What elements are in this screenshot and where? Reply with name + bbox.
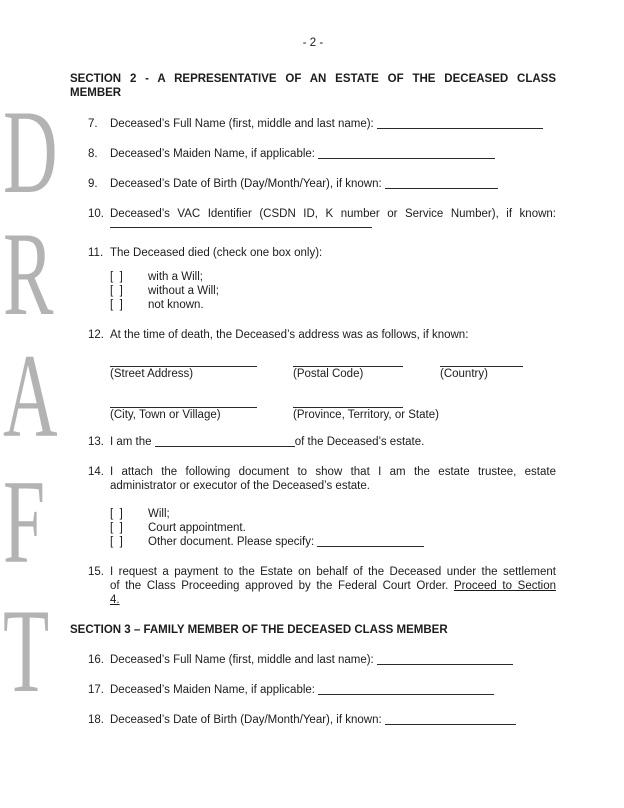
section3-heading: SECTION 3 – FAMILY MEMBER OF THE DECEASED CLASS MEMBER: [70, 624, 448, 636]
street-caption: (Street Address): [110, 368, 194, 380]
item-12-label: At the time of death, the Deceased’s address was as follows, if known:: [110, 329, 469, 341]
item-13-suffix: of the Deceased’s estate.: [294, 436, 425, 448]
item-9-body: [110, 177, 556, 191]
item-15-line2: [110, 579, 556, 593]
address-row-2: [110, 397, 556, 422]
form-item-11: [70, 246, 556, 312]
address-block: [110, 356, 556, 422]
section2-heading-line2: MEMBER: [70, 87, 122, 99]
item-10-number: 10.: [88, 208, 104, 220]
address-country-field: [440, 356, 523, 381]
page-number: - 2 -: [302, 37, 324, 49]
item-11-number: 11.: [88, 247, 104, 259]
street-blank-line: [110, 356, 257, 367]
item-11-options: [110, 270, 556, 312]
option-other-document: [110, 535, 556, 549]
item-16-number: 16.: [88, 654, 104, 666]
item-16-body: [110, 653, 556, 667]
checkbox-icon: [ ]: [110, 536, 123, 548]
form-item-13: [70, 435, 556, 449]
item-14-number: 14.: [88, 466, 104, 478]
item-13-number: 13.: [88, 436, 104, 448]
item-15-body: [110, 565, 556, 607]
option-court-appointment: [110, 521, 556, 535]
item-14-line1: I attach the following document to show that I am the estate trustee, estate: [110, 466, 556, 478]
option-will: [110, 507, 556, 521]
item-12-number: 12.: [88, 329, 104, 341]
form-item-7: [70, 117, 556, 131]
item-8-blank-line: [318, 147, 495, 159]
form-item-16: [70, 653, 556, 667]
item-18-label: Deceased’s Date of Birth (Day/Month/Year), if known:: [110, 714, 385, 726]
item-8-label: Deceased’s Maiden Name, if applicable:: [110, 148, 319, 160]
item-18-blank-line: [385, 713, 516, 725]
item-17-label: Deceased’s Maiden Name, if applicable:: [110, 684, 319, 696]
watermark-letter-f: F: [3, 455, 46, 588]
item-17-blank-line: [318, 683, 494, 695]
item-17-body: [110, 683, 556, 697]
option-label: not known.: [148, 299, 204, 311]
address-street-field: [110, 356, 293, 381]
section-4-underlined: 4.: [110, 594, 120, 606]
item-9-label: Deceased’s Date of Birth (Day/Month/Year), if known:: [110, 178, 385, 190]
address-postal-field: [293, 356, 440, 381]
item-13-blank-line: [155, 435, 295, 447]
form-item-17: [70, 683, 556, 697]
option-label: [148, 535, 424, 549]
form-item-15: [70, 565, 556, 607]
country-caption: (Country): [440, 368, 488, 380]
checkbox-icon: [ ]: [110, 299, 123, 311]
item-11-body: [110, 246, 556, 312]
item-15-number: 15.: [88, 566, 104, 578]
checkbox-icon: [ ]: [110, 508, 123, 520]
section2-heading: [70, 72, 556, 100]
option-without-a-will: [110, 284, 556, 298]
item-11-label: The Deceased died (check one box only):: [110, 247, 323, 259]
option-other-label: Other document. Please specify:: [148, 536, 318, 548]
address-province-field: [293, 397, 439, 422]
form-item-10: [70, 207, 556, 228]
item-10-body: [110, 207, 556, 228]
page-content: [70, 36, 556, 727]
watermark-letter-d: D: [3, 85, 58, 218]
item-14-options: [110, 507, 556, 549]
province-blank-line: [293, 397, 403, 408]
item-14-line2: administrator or executor of the Deceased’s estate.: [110, 480, 370, 492]
watermark-letter-r: R: [3, 207, 54, 340]
item-12-body: [110, 328, 556, 422]
city-caption: (City, Town or Village): [110, 409, 221, 421]
item-10-label: Deceased’s VAC Identifier (CSDN ID, K number or Service Number), if known:: [110, 208, 556, 220]
item-18-body: [110, 713, 556, 727]
checkbox-icon: [ ]: [110, 522, 123, 534]
address-row-1: [110, 356, 556, 381]
option-label: without a Will;: [148, 285, 219, 297]
item-13-body: [110, 435, 556, 449]
option-label: Will;: [148, 508, 170, 520]
province-caption: (Province, Territory, or State): [293, 409, 439, 421]
item-9-number: 9.: [88, 178, 98, 190]
country-blank-line: [440, 356, 523, 367]
checkbox-icon: [ ]: [110, 271, 123, 283]
item-8-number: 8.: [88, 148, 98, 160]
checkbox-icon: [ ]: [110, 285, 123, 297]
item-10-blank-line: [110, 222, 372, 228]
item-9-blank-line: [385, 177, 498, 189]
option-not-known: [110, 298, 556, 312]
item-15-line1: I request a payment to the Estate on behalf of the Deceased under the settlement: [110, 566, 556, 578]
item-15-line2-text: of the Class Proceeding approved by the Federal Court Order.: [110, 580, 454, 592]
item-17-number: 17.: [88, 684, 104, 696]
item-7-blank-line: [377, 117, 543, 129]
form-item-9: [70, 177, 556, 191]
item-8-body: [110, 147, 556, 161]
proceed-to-section-4-link-text: Proceed to Section: [453, 580, 557, 592]
item-13-prefix: I am the: [110, 436, 155, 448]
item-16-blank-line: [377, 653, 513, 665]
item-7-body: [110, 117, 556, 131]
item-16-label: Deceased’s Full Name (first, middle and last name):: [110, 654, 377, 666]
item-14-body: [110, 465, 556, 549]
section2-heading-line1: SECTION 2 - A REPRESENTATIVE OF AN ESTATE OF THE DECEASED CLASS: [70, 73, 556, 85]
option-label: Court appointment.: [148, 522, 246, 534]
item-15-line3: [110, 593, 556, 607]
item-7-number: 7.: [88, 118, 98, 130]
watermark-letter-t: T: [3, 584, 50, 717]
form-item-8: [70, 147, 556, 161]
option-label: with a Will;: [148, 271, 203, 283]
item-7-label: Deceased’s Full Name (first, middle and last name):: [110, 118, 377, 130]
postal-caption: (Postal Code): [293, 368, 364, 380]
other-document-blank-line: [317, 535, 424, 547]
watermark-letter-a: A: [3, 329, 58, 462]
option-with-a-will: [110, 270, 556, 284]
postal-blank-line: [293, 356, 403, 367]
address-city-field: [110, 397, 293, 422]
city-blank-line: [110, 397, 257, 408]
item-18-number: 18.: [88, 714, 104, 726]
form-item-12: [70, 328, 556, 422]
form-item-18: [70, 713, 556, 727]
form-item-14: [70, 465, 556, 549]
